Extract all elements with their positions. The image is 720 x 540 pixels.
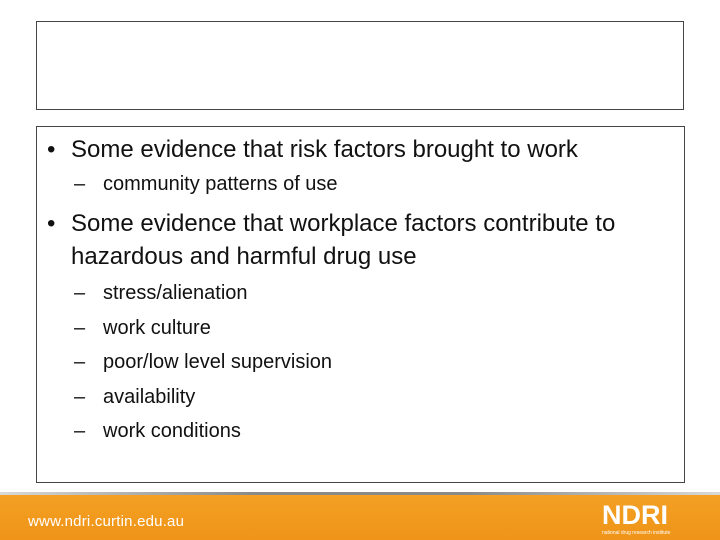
sub-bullet-text: poor/low level supervision <box>103 351 333 373</box>
bullet-icon: • <box>47 210 56 237</box>
logo-letters-text: NDRI <box>602 500 668 530</box>
bullet-icon: • <box>47 136 56 163</box>
slide-title-box <box>36 21 684 110</box>
dash-icon: – <box>74 282 86 304</box>
bullet-text: Some evidence that workplace factors contribute to hazardous and harmful drug use <box>71 210 616 270</box>
logo-wordmark <box>602 500 684 530</box>
dash-icon: – <box>74 385 86 408</box>
dash-icon: – <box>74 173 86 195</box>
ndri-logo <box>602 500 684 538</box>
sub-bullet-text: availability <box>103 385 196 408</box>
sub-bullet-text: work conditions <box>103 420 241 442</box>
sub-bullet-text: stress/alienation <box>103 282 248 304</box>
dash-icon: – <box>74 351 86 373</box>
sub-bullet-text: work culture <box>103 316 211 339</box>
dash-icon: – <box>74 316 86 339</box>
logo-tagline: national drug research institute <box>602 530 671 536</box>
slide-content-box <box>36 126 685 483</box>
sub-bullet-text: community patterns of use <box>103 173 338 195</box>
footer-url-link[interactable]: www.ndri.curtin.edu.au <box>28 513 185 530</box>
dash-icon: – <box>74 420 86 442</box>
bullet-text: Some evidence that risk factors brought to work <box>71 136 578 163</box>
